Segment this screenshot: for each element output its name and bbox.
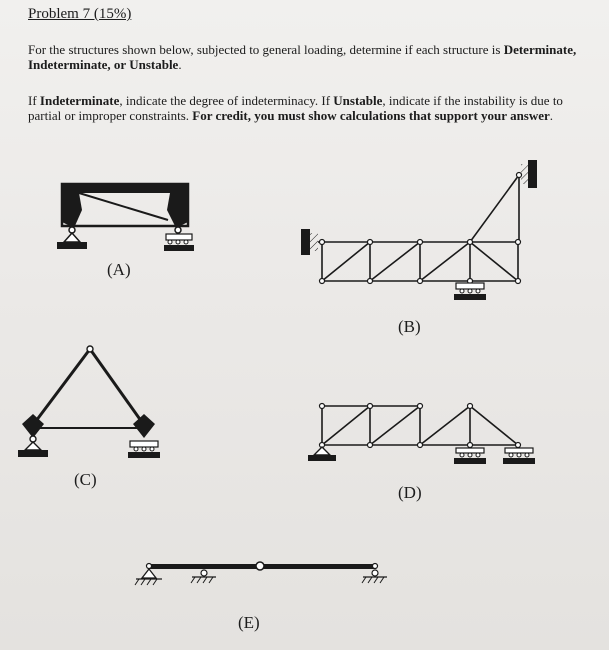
structure-e [135,562,387,585]
instr-credit: For credit, you must show calculations that support your answer [192,108,550,123]
instr-text-1: If [28,93,40,108]
intro-emphasis: Determinate, Indeterminate, or Unstable [28,42,577,72]
intro-end: . [178,57,182,72]
roller-support-d-mid [454,448,486,464]
structure-d [308,404,535,465]
roller-support-e-right [362,570,387,583]
label-b: (B) [398,317,421,336]
pin-support-e-left [135,569,162,585]
fixed-support-b-left [301,229,318,255]
instr-text-2: , indicate the degree of indeterminacy. If [119,93,334,108]
problem-title: Problem 7 (15%) [28,6,132,22]
structure-c [18,346,160,458]
instr-text-3: , indicate if the instability is due to partial or improper constraints. [28,93,563,123]
structure-a [57,184,194,251]
roller-support-a-right [164,227,194,251]
instr-indeterminate: Indeterminate [39,93,120,108]
roller-support-d-right [503,448,535,464]
pin-support-a-left [57,227,87,249]
pin-support-c-left [18,436,48,457]
roller-support-e-mid [191,570,216,583]
instr-end: . [549,108,554,123]
intro-text: For the structures shown below, subjected to general loading, determine if each structure is [28,42,504,57]
label-d: (D) [398,483,422,502]
pin-support-d-left [308,447,336,461]
instr-unstable: Unstable [333,93,383,108]
fixed-support-b-top [521,160,537,188]
label-c: (C) [74,470,97,489]
label-a: (A) [107,260,131,279]
structure-b [301,160,537,300]
label-e: (E) [238,613,260,632]
roller-support-c-right [128,441,160,458]
roller-support-b [454,283,486,300]
